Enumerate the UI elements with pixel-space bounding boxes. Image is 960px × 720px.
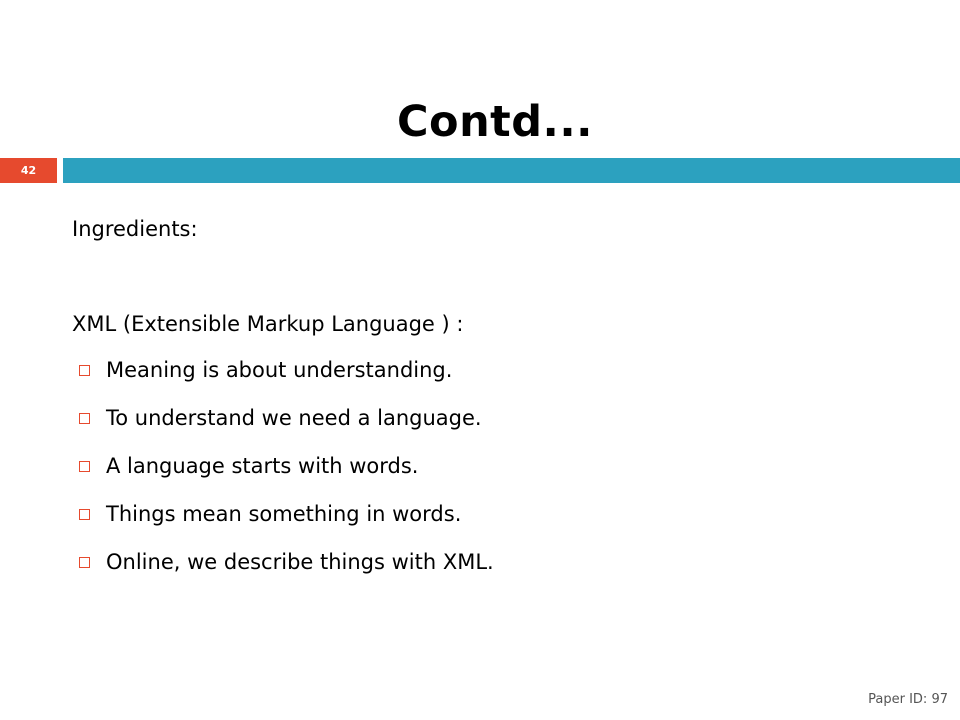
- spacer: [72, 248, 932, 305]
- xml-subheading: XML (Extensible Markup Language ) :: [72, 312, 464, 336]
- title-accent-bar: [63, 158, 960, 183]
- bullet-text: Online, we describe things with XML.: [106, 550, 494, 574]
- bullet-text: A language starts with words.: [106, 454, 419, 478]
- bullet-text: Meaning is about understanding.: [106, 358, 453, 382]
- slide-title: Contd...: [396, 97, 594, 147]
- hollow-square-icon: [79, 509, 90, 520]
- hollow-square-icon: [79, 413, 90, 424]
- slide-number-badge: 42: [0, 158, 57, 183]
- bullet-list: [72, 351, 932, 591]
- slide-body: [72, 210, 932, 591]
- hollow-square-icon: [79, 557, 90, 568]
- paper-id-footer: Paper ID: 97: [868, 692, 948, 707]
- bullet-item: [72, 495, 932, 543]
- bullet-item: [72, 351, 932, 399]
- bullet-item: [72, 543, 932, 591]
- ingredients-heading: Ingredients:: [72, 217, 198, 241]
- bullet-item: [72, 447, 932, 495]
- bullet-text: Things mean something in words.: [106, 502, 462, 526]
- bullet-item: [72, 399, 932, 447]
- hollow-square-icon: [79, 461, 90, 472]
- bullet-text: To understand we need a language.: [106, 406, 482, 430]
- hollow-square-icon: [79, 365, 90, 376]
